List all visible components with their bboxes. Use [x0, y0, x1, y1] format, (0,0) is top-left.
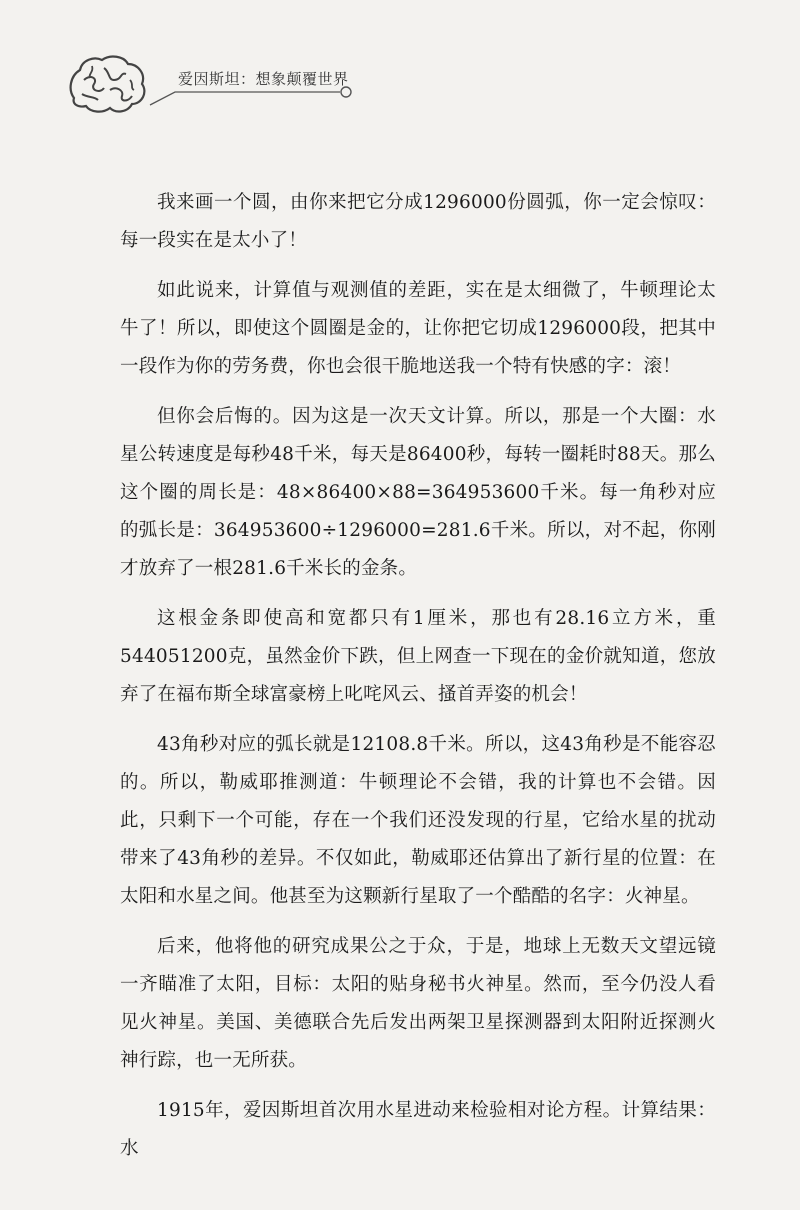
paragraph: 我来画一个圆，由你来把它分成1296000份圆弧，你一定会惊叹：每一段实在是太小了！ [120, 192, 716, 251]
running-header-title: 爱因斯坦：想象颠覆世界 [178, 70, 349, 88]
paragraph: 这根金条即使高和宽都只有1厘米，那也有28.16立方米，重544051200克，虽然金价下跌，但上网查一下现在的金价就知道，您放弃了在福布斯全球富豪榜上叱咤风云、搔首弄姿的机会！ [120, 608, 716, 705]
paragraph: 43角秒对应的弧长就是12108.8千米。所以，这43角秒是不能容忍的。所以，勒威耶推测道：牛顿理论不会错，我的计算也不会错。因此，只剩下一个可能，存在一个我们还没发现的行星，它给水星的扰动带来了43角秒的差异。不仅如此，勒威耶还估算出了新行星的位置：在太阳和水星之间。他甚至为这颗新行星取了一个酷酷的名字：火神星。 [120, 734, 716, 907]
paragraph: 后来，他将他的研究成果公之于众，于是，地球上无数天文望远镜一齐瞄准了太阳，目标：太阳的贴身秘书火神星。然而，至今仍没人看见火神星。美国、美德联合先后发出两架卫星探测器到太阳附近探测火神行踪，也一无所获。 [120, 936, 716, 1071]
paragraph: 1915年，爱因斯坦首次用水星进动来检验相对论方程。计算结果：水 [120, 1100, 716, 1159]
body-text [120, 184, 716, 1168]
brain-icon [64, 50, 148, 118]
page-header [0, 0, 800, 130]
paragraph: 如此说来，计算值与观测值的差距，实在是太细微了，牛顿理论太牛了！所以，即使这个圆圈是金的，让你把它切成1296000段，把其中一段作为你的劳务费，你也会很干脆地送我一个特有快感的字：滚！ [120, 280, 716, 377]
paragraph: 但你会后悔的。因为这是一次天文计算。所以，那是一个大圈：水星公转速度是每秒48千米，每天是86400秒，每转一圈耗时88天。那么这个圈的周长是：48×86400×88=364953600千米。每一角秒对应的弧长是：364953600÷1296000=281.6千米。所以，对不起，你刚才放弃了一根281.6千米长的金条。 [120, 406, 716, 579]
